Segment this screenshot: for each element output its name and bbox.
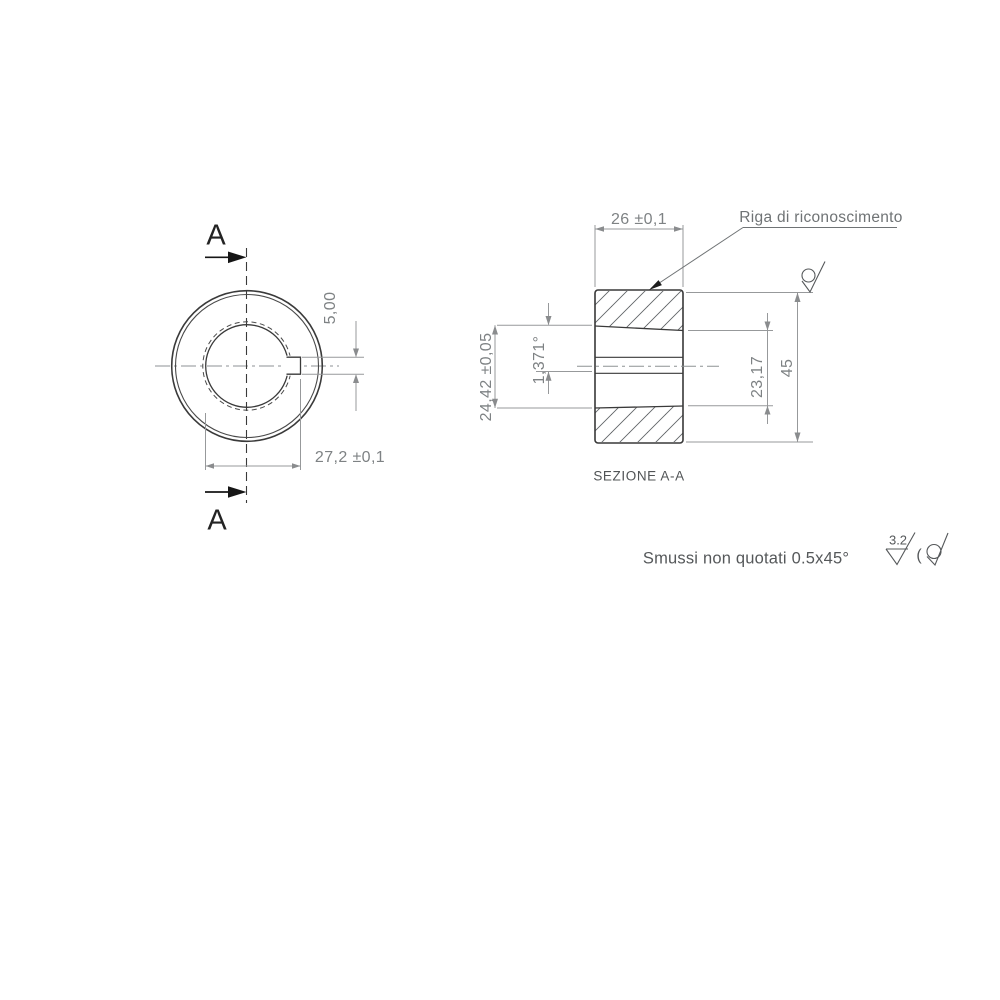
callout-leader [649,228,897,291]
leader-arrowhead-icon [649,280,662,290]
roughness-open-paren: ( [916,547,922,564]
dim-bore-left: 24,42 ±0,05 [478,332,495,422]
dim-bore-keyway-lines [206,379,301,470]
dim-width-lines [595,225,683,287]
dim-taper-angle: 1,371° [531,335,548,385]
dim-keyway-width: 5,00 [322,291,339,325]
section-cut-label-bottom: A [207,504,227,537]
section-cut-label-top: A [206,219,226,252]
dim-bore-to-keyway: 27,2 ±0,1 [314,449,386,466]
section-view [492,225,897,443]
callout-label: Riga di riconoscimento [739,209,903,226]
dim-outer-diameter: 45 [779,358,796,378]
dim-bore-right: 23,17 [749,355,766,399]
hatch-bottom-wall [595,406,683,442]
surface-finish-icon [802,262,825,293]
section-cut-arrow-bottom-icon [205,486,247,498]
section-caption: SEZIONE A-A [593,468,685,484]
chamfer-note: Smussi non quotati 0.5x45° [642,549,850,568]
hatch-top-wall [595,291,683,331]
roughness-any-process-icon [927,533,948,565]
section-cut-arrow-top-icon [205,252,247,264]
dim-section-width: 26 ±0,1 [610,211,668,228]
roughness-value: 3.2 [888,532,908,548]
